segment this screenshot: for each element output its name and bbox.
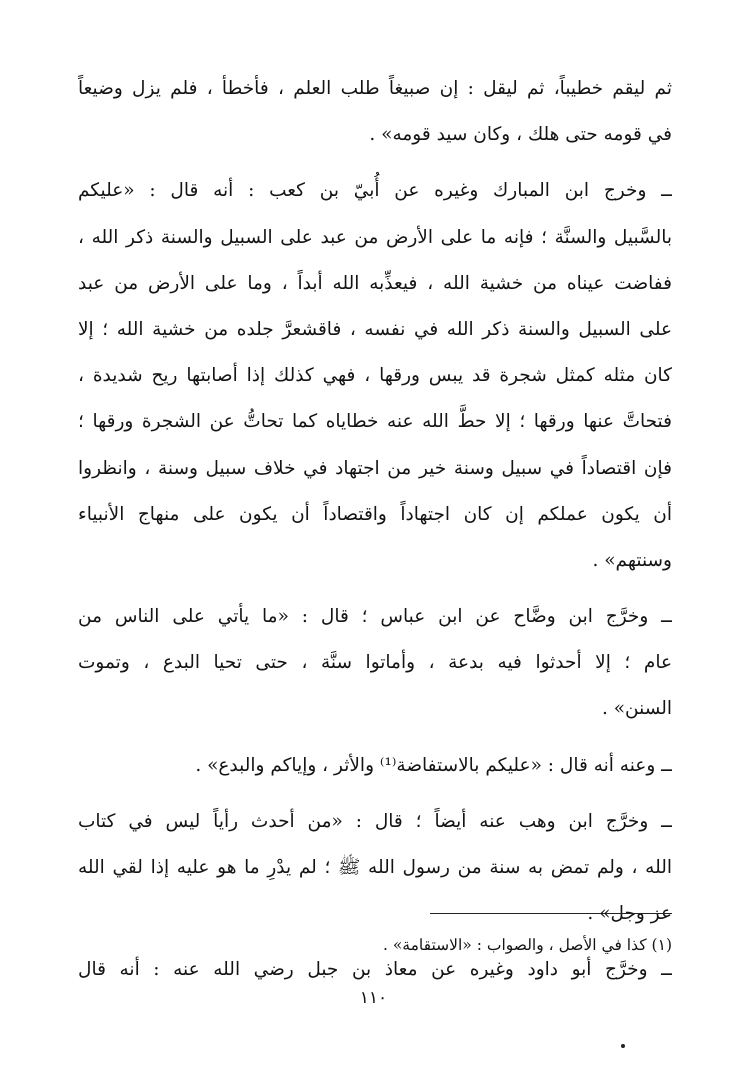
main-text <box>78 66 672 1004</box>
text-line: ــ وخرج ابن المبارك وغيره عن أُبيّ بن كعب : أنه قال : «عليكم <box>78 180 672 202</box>
page-number: ١١٠ <box>359 988 388 1008</box>
text-line: ففاضت عيناه من خشية الله ، فيعذِّبه الله أبداً ، وما على الأرض من عبد <box>78 272 672 294</box>
text-line: ــ وخرَّج ابن وهب عنه أيضاً ؛ قال : «من أحدث رأياً ليس في كتاب <box>78 810 672 832</box>
scan-speck <box>621 1044 625 1048</box>
paragraph-2 <box>78 168 672 584</box>
text-line: كان مثله كمثل شجرة قد يبس ورقها ، فهي كذلك إذا أصابتها ريح شديدة ، <box>78 365 672 387</box>
text-line: فتحاتَّ عنها ورقها ؛ إلا حطَّ الله عنه خطاياه كما تحاتُّ عن الشجرة ورقها ؛ <box>78 411 672 433</box>
text-line: في قومه حتى هلك ، وكان سيد قومه» . <box>369 124 672 146</box>
text-line: ــ وخرَّج أبو داود وغيره عن معاذ بن جبل رضي الله عنه : أنه قال <box>78 959 672 981</box>
text-line: فإن اقتصاداً في سبيل وسنة خير من اجتهاد في خلاف سبيل وسنة ، وانظروا <box>78 457 672 479</box>
paragraph-3 <box>78 594 672 733</box>
footnote: (١) كذا في الأصل ، والصواب : «الاستقامة» . <box>382 936 672 954</box>
text-line: عز وجل» . <box>587 903 672 925</box>
paragraph-1 <box>78 66 672 158</box>
text-line: أن يكون عملكم إن كان اجتهاداً واقتصاداً أن يكون على منهاج الأنبياء <box>78 503 672 525</box>
footnote-separator <box>430 913 672 914</box>
paragraph-4 <box>78 743 672 789</box>
text-line: ــ وخرَّج ابن وضَّاح عن ابن عباس ؛ قال : «ما يأتي على الناس من <box>78 606 672 628</box>
text-line: بالسَّبيل والسنَّة ؛ فإنه ما على الأرض من عبد على السبيل والسنة ذكر الله ، <box>78 226 672 248</box>
text-line: على السبيل والسنة ذكر الله في نفسه ، فاقشعرَّ جلده من خشية الله ؛ إلا <box>78 318 672 340</box>
text-line: ثم ليقم خطيباً، ثم ليقل : إن صبيغاً طلب العلم ، فأخطأ ، فلم يزل وضيعاً <box>78 78 672 99</box>
text-line: السنن» . <box>601 698 672 720</box>
paragraph-5 <box>78 799 672 938</box>
text-line: عام ؛ إلا أحدثوا فيه بدعة ، وأماتوا سنَّة ، حتى تحيا البدع ، وتموت <box>78 652 672 674</box>
text-line: وسنتهم» . <box>592 549 672 571</box>
text-line: ــ وعنه أنه قال : «عليكم بالاستفاضة⁽¹⁾ والأثر ، وإياكم والبدع» . <box>195 754 672 776</box>
text-line: الله ، ولم تمض به سنة من رسول الله ﷺ ؛ لم يدْرِ ما هو عليه إذا لقي الله <box>78 857 672 878</box>
